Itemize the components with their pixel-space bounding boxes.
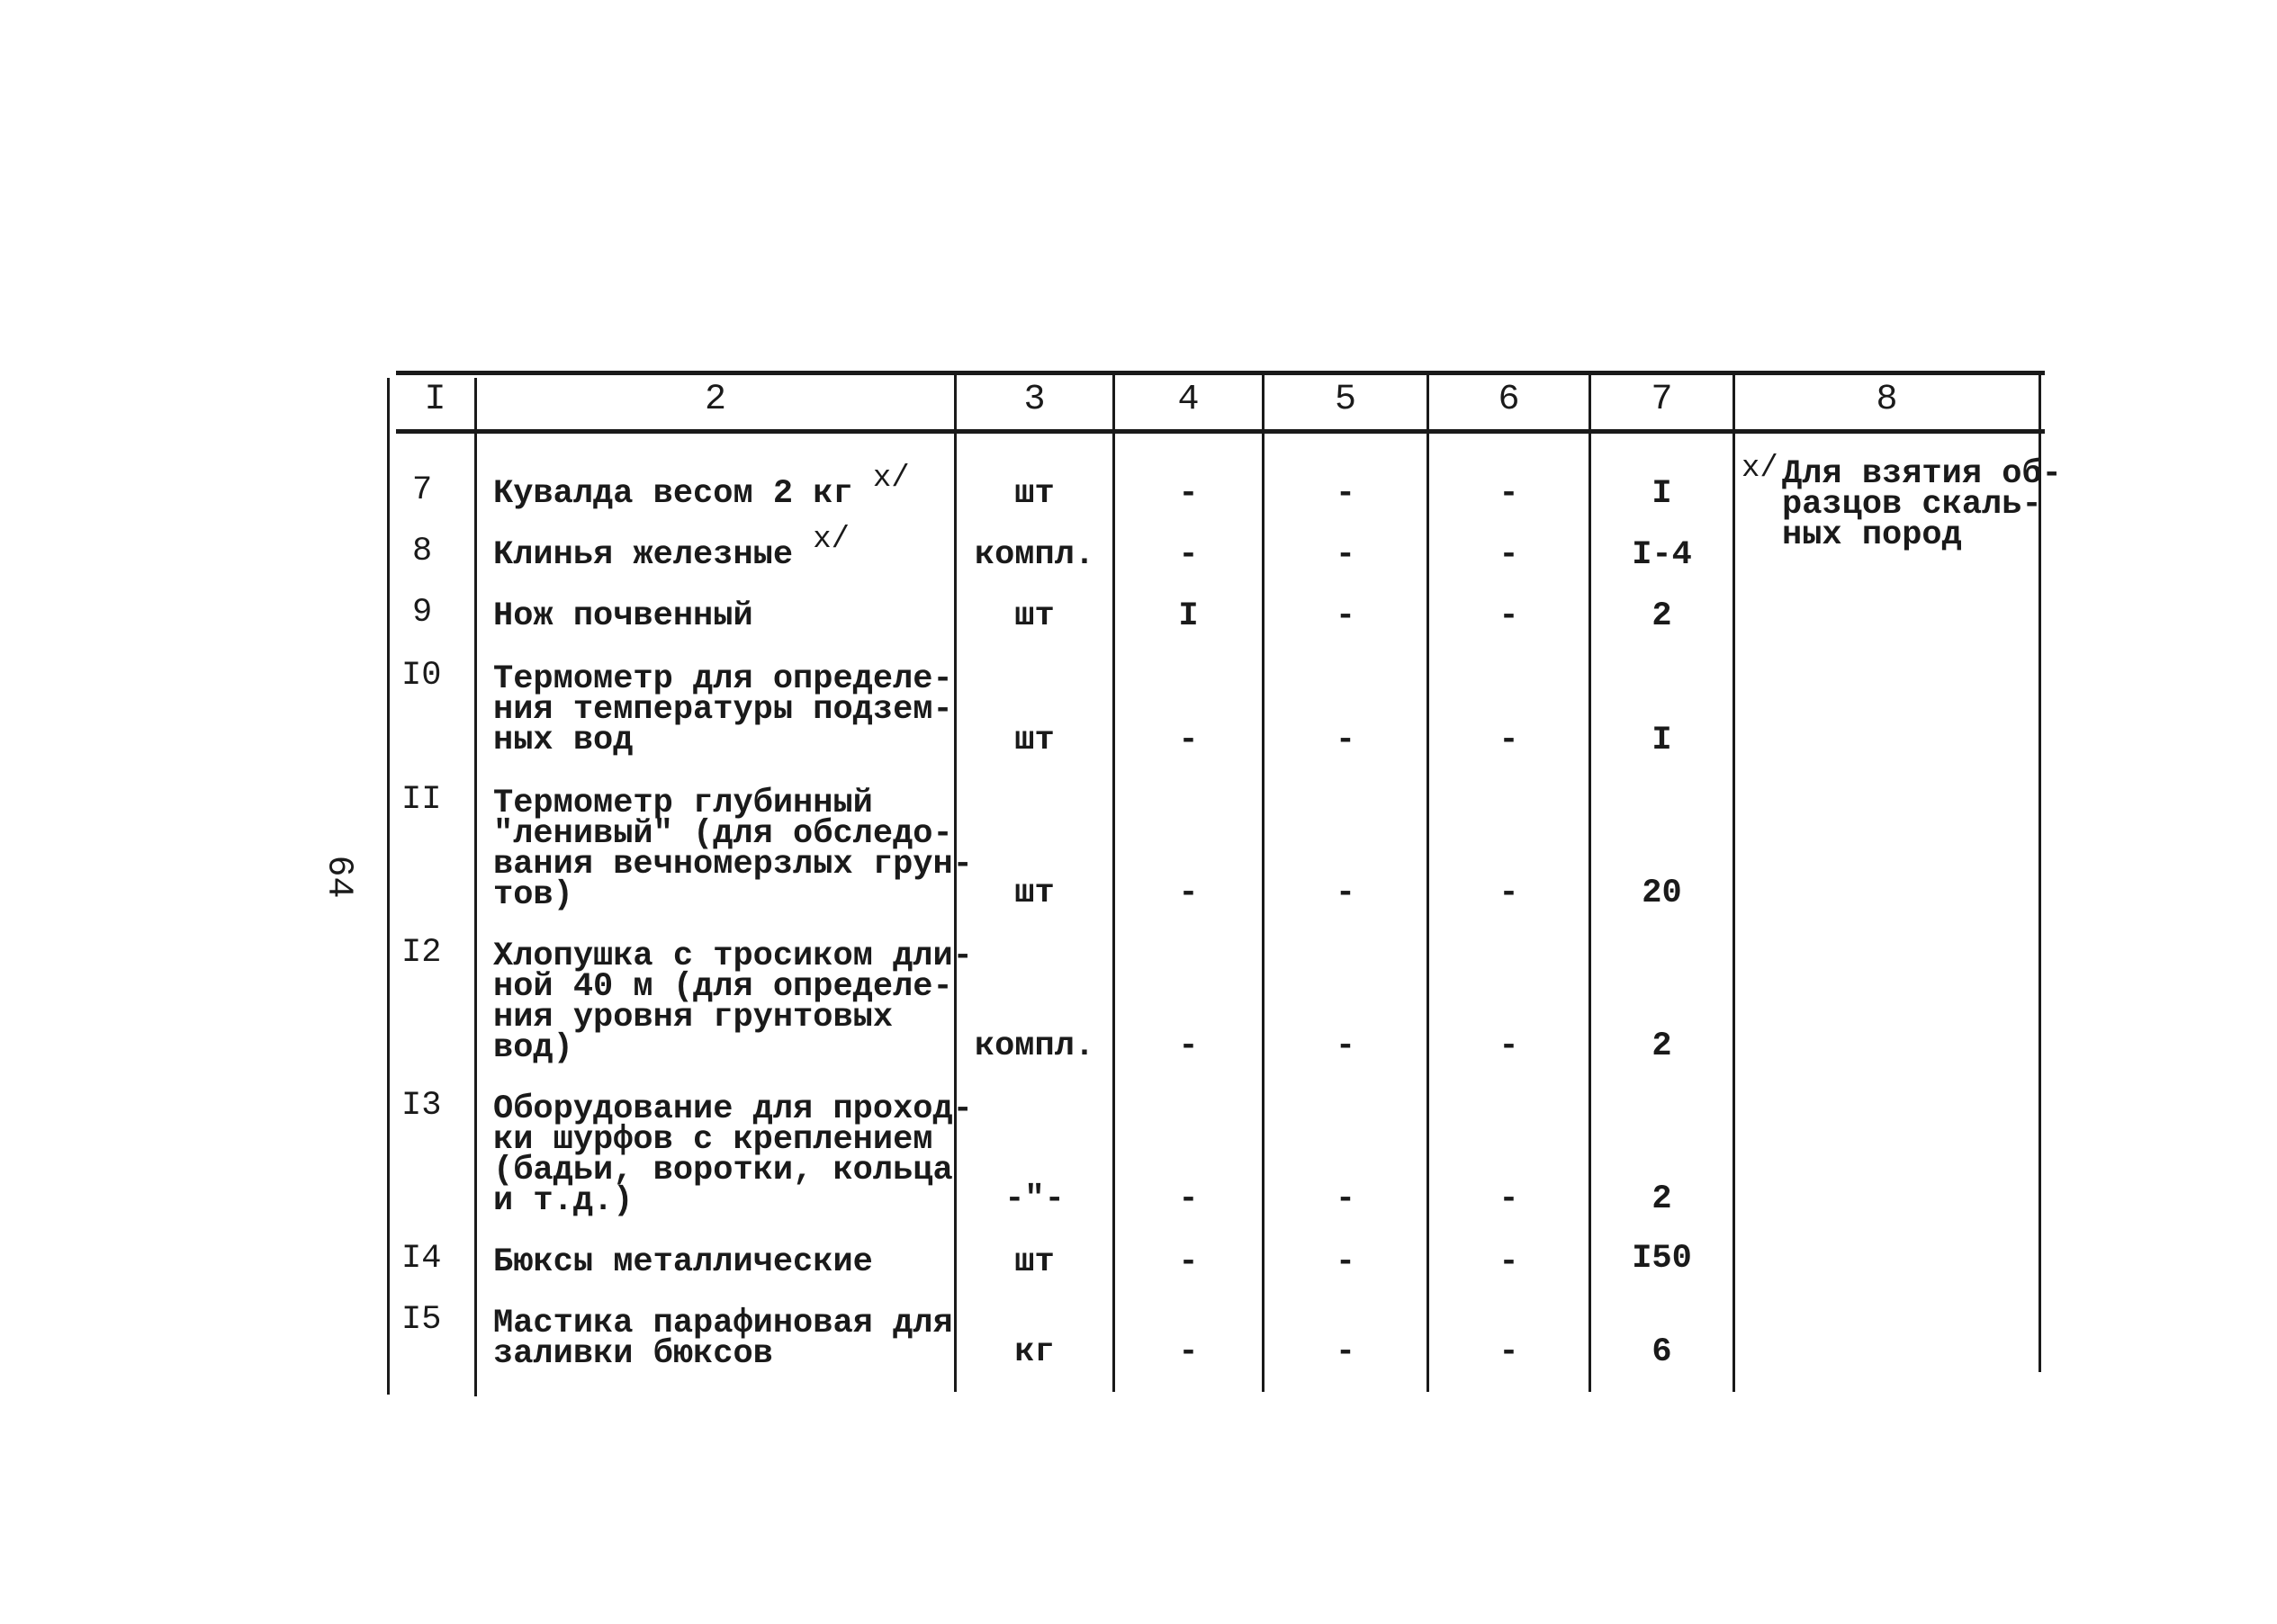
row-col7: I50: [1632, 1240, 1692, 1278]
col-rule-7: [1732, 373, 1735, 1392]
row-unit: компл.: [974, 536, 1095, 574]
table-top-rule: [396, 371, 2045, 375]
row-col5: -: [1335, 1180, 1356, 1218]
row-col4: -: [1178, 536, 1199, 574]
header-col-5: 5: [1334, 380, 1356, 420]
row-col7: 2: [1652, 597, 1672, 635]
col-rule-0: [387, 378, 390, 1395]
row-col7: I: [1652, 475, 1672, 513]
row-number: II: [401, 781, 442, 819]
row-col6: -: [1498, 722, 1519, 759]
row-unit: шт: [1014, 875, 1055, 912]
row-col6: -: [1498, 875, 1519, 912]
header-col-4: 4: [1177, 380, 1200, 420]
row-unit: шт: [1014, 475, 1055, 513]
row-col6: -: [1498, 597, 1519, 635]
row-name: Клинья железные x/: [493, 523, 850, 574]
header-col-7: 7: [1651, 380, 1673, 420]
header-col-6: 6: [1498, 380, 1520, 420]
row-name: Оборудование для проход- ки шурфов с креплением (бадьи, воротки, кольца и т.д.): [493, 1090, 973, 1220]
row-col4: -: [1178, 1333, 1199, 1371]
row-col6: -: [1498, 475, 1519, 513]
row-col4: -: [1178, 722, 1199, 759]
row-col4: -: [1178, 1243, 1199, 1281]
row-number: 7: [412, 471, 433, 509]
row-col5: -: [1335, 875, 1356, 912]
row-col6: -: [1498, 1243, 1519, 1281]
footnote-marker: x/: [1742, 452, 1778, 486]
row-unit: компл.: [974, 1027, 1095, 1065]
row-name: Нож почвенный: [493, 597, 753, 635]
footnote-remark: [1742, 452, 2062, 554]
row-name: Хлопушка с тросиком дли- ной 40 м (для определе- ния уровня грунтовых вод): [493, 938, 973, 1067]
row-col4: I: [1178, 597, 1199, 635]
row-name: Мастика парафиновая для заливки бюксов: [493, 1305, 953, 1373]
row-number: I4: [401, 1240, 442, 1278]
row-col5: -: [1335, 1027, 1356, 1065]
row-col5: -: [1335, 475, 1356, 513]
row-name: Бюксы металлические: [493, 1243, 873, 1281]
row-col4: -: [1178, 1180, 1199, 1218]
row-col5: -: [1335, 536, 1356, 574]
row-name: Термометр глубинный "ленивый" (для обследо- вания вечномерзлых грун- тов): [493, 785, 973, 914]
row-number: I0: [401, 657, 442, 695]
row-unit: шт: [1014, 1243, 1055, 1281]
row-col6: -: [1498, 536, 1519, 574]
row-number: I2: [401, 934, 442, 972]
page-number: 64: [318, 855, 359, 899]
row-unit: кг: [1014, 1333, 1055, 1371]
col-rule-1: [474, 378, 477, 1396]
header-bottom-rule: [396, 429, 2045, 434]
header-col-1: I: [424, 380, 446, 420]
row-unit: шт: [1014, 722, 1055, 759]
row-col7: 2: [1652, 1180, 1672, 1218]
row-unit: -"-: [1004, 1180, 1065, 1218]
row-col4: -: [1178, 875, 1199, 912]
row-col7: I: [1652, 722, 1672, 759]
row-name: Термометр для определе- ния температуры подзем- ных вод: [493, 660, 953, 759]
row-col6: -: [1498, 1333, 1519, 1371]
row-number: I3: [401, 1087, 442, 1125]
footnote-text: Для взятия об- разцов скаль- ных пород: [1782, 455, 2062, 554]
row-col6: -: [1498, 1180, 1519, 1218]
header-col-8: 8: [1876, 380, 1898, 420]
row-col7: I-4: [1632, 536, 1692, 574]
header-col-2: 2: [704, 380, 726, 420]
row-col6: -: [1498, 1027, 1519, 1065]
row-col5: -: [1335, 597, 1356, 635]
row-col7: 2: [1652, 1027, 1672, 1065]
row-col7: 20: [1642, 875, 1682, 912]
row-col4: -: [1178, 475, 1199, 513]
row-col5: -: [1335, 1243, 1356, 1281]
row-col4: -: [1178, 1027, 1199, 1065]
row-col5: -: [1335, 722, 1356, 759]
row-name: Кувалда весом 2 кг x/: [493, 462, 910, 513]
header-col-3: 3: [1023, 380, 1046, 420]
row-col7: 6: [1652, 1333, 1672, 1371]
row-number: 9: [412, 594, 433, 632]
row-number: I5: [401, 1301, 442, 1339]
row-col5: -: [1335, 1333, 1356, 1371]
row-unit: шт: [1014, 597, 1055, 635]
row-number: 8: [412, 533, 433, 570]
